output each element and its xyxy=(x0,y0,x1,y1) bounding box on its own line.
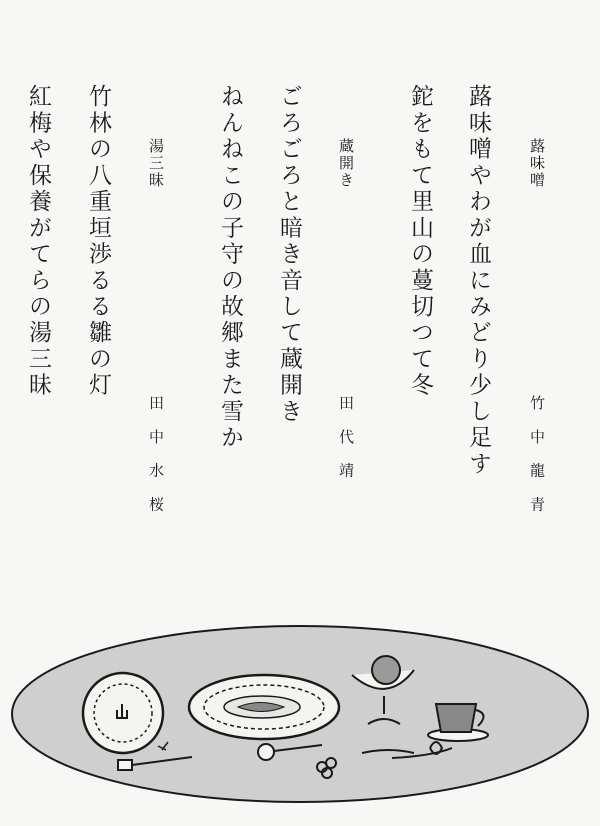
table-setting-illustration xyxy=(0,600,600,826)
poem-5: 竹林の八重垣渉るる雛の灯 xyxy=(85,84,111,399)
author-name: 竹中龍青 xyxy=(528,395,546,530)
poem-6: 紅梅や保養がてらの湯三昧 xyxy=(25,84,51,399)
oval-dish-icon xyxy=(189,675,339,739)
poem-1: 蕗味噌やわが血にみどり少し足す xyxy=(465,84,491,478)
author-name: 田代靖 xyxy=(337,395,355,497)
section-title-yuzanmai: 湯三昧 xyxy=(147,138,165,189)
poem-2: 鉈をもて里山の蔓切つて冬 xyxy=(407,84,433,399)
author-name: 田中水桜 xyxy=(147,395,165,530)
section-title-kurabiraki: 蔵開き xyxy=(337,138,355,189)
section-title-fukimiso: 蕗味噌 xyxy=(528,138,546,189)
poem-3: ごろごろと暗き音して蔵開き xyxy=(276,84,302,425)
poem-4: ねんねこの子守の故郷また雪か xyxy=(217,84,243,452)
